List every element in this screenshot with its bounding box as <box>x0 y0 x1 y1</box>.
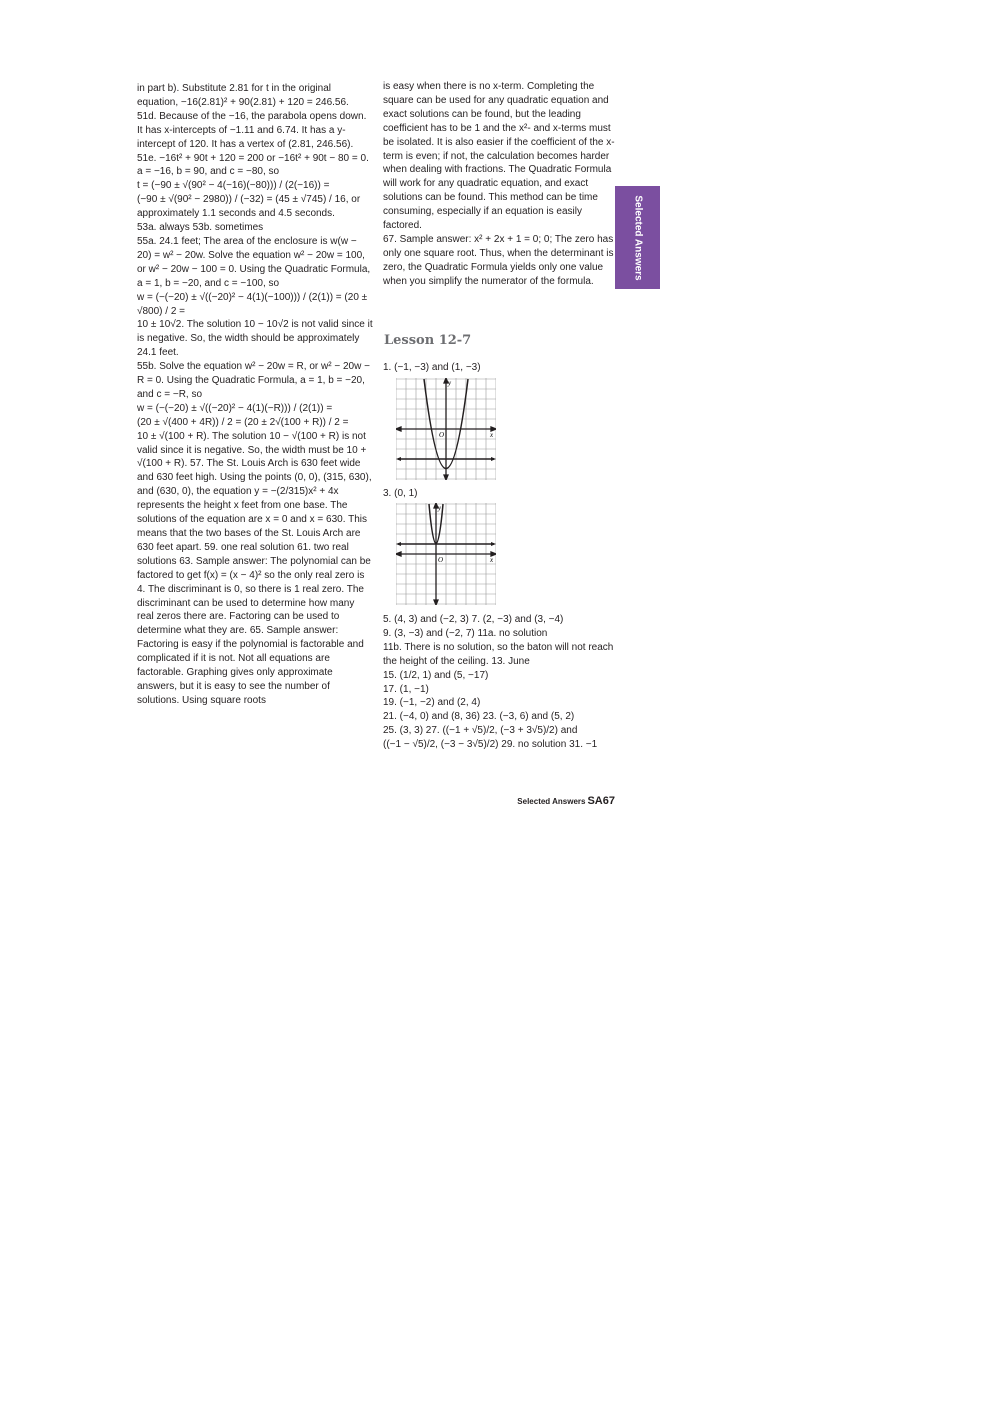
answer-3: 3. (0, 1) <box>383 488 418 499</box>
y-axis-label: y <box>438 504 442 512</box>
answer-line: 15. (1/2, 1) and (5, −17) <box>383 669 489 681</box>
paragraph: in part b). Substitute 2.81 for t in the original equation, −16(2.81)² + 90(2.81) + 120 = 246.56. <box>137 83 349 108</box>
paragraph: w = (−(−20) ± √((−20)² − 4(1)(−R))) / (2(1)) = <box>137 402 333 414</box>
left-column <box>137 82 373 708</box>
page-number: SA67 <box>587 795 615 807</box>
page-footer <box>517 795 615 807</box>
paragraph: w = (−(−20) ± √((−20)² − 4(1)(−100))) / (2(1)) = (20 ± √800) / 2 = <box>137 291 368 317</box>
paragraph: is easy when there is no x-term. Completing the square can be used for any quadratic equation and exact solutions can be found, but the leading coefficient has to be 1 and the x²- and x-terms must be isolated. It is also easier if the coefficient of the x-term is even; if not, the calculation becomes harder when dealing with fractions. The Quadratic Formula will work for any quadratic equation, and exact solutions can be found. This method can be time consuming, especially if an equation is easily factored. <box>383 81 615 232</box>
paragraph: 51e. −16t² + 90t + 120 = 200 or −16t² + 90t − 80 = 0. a = −16, b = 90, and c = −80, so <box>137 152 369 178</box>
section-tab-label: Selected Answers <box>632 194 643 281</box>
x-axis-label: x <box>490 431 494 439</box>
answer-line: 11b. There is no solution, so the baton will not reach the height of the ceiling. 13. June <box>383 641 614 667</box>
paragraph: (−90 ± √(90² − 2980)) / (−32) = (45 ± √745) / 16, or approximately 1.1 seconds and 4.5 seconds. <box>137 194 361 220</box>
answer-line: 21. (−4, 0) and (8, 36) 23. (−3, 6) and (5, 2) <box>383 711 575 723</box>
origin-label: O <box>439 431 445 439</box>
answer-line: 19. (−1, −2) and (2, 4) <box>383 697 481 709</box>
paragraph: (20 ± √(400 + 4R)) / 2 = (20 ± 2√(100 + R)) / 2 = <box>137 416 349 428</box>
right-column <box>383 80 615 289</box>
paragraph: 10 ± 10√2. The solution 10 − 10√2 is not valid since it is negative. So, the width should be approximately 24.1 feet. <box>137 319 373 359</box>
paragraph: 67. Sample answer: x² + 2x + 1 = 0; 0; The zero has only one square root. Thus, when the determinant is zero, the Quadratic Formula yields only one value when you simplify the numerator of the formula. <box>383 233 614 287</box>
footer-label: Selected Answers <box>517 797 586 806</box>
answer-1: 1. (−1, −3) and (1, −3) <box>383 362 481 373</box>
answer-line: ((−1 − √5)/2, (−3 − 3√5)/2) 29. no solution 31. −1 <box>383 739 598 751</box>
origin-label: O <box>438 556 444 564</box>
x-axis-label: x <box>490 556 494 564</box>
answers-list <box>383 613 615 752</box>
paragraph: 10 ± √(100 + R). The solution 10 − √(100 + R) is not valid since it is negative. So, the width must be 10 + √(100 + R). 57. The St. Louis Arch is 630 feet wide and 630 feet high. Using the points (0, 0), (315, 630), and (630, 0), the equation y = −(2/315)x² + 4x represents the height x feet from one base. The solutions of the equation are x = 0 and x = 630. This means that the two bases of the St. Louis Arch are 630 feet apart. 59. one real solution 61. two real solutions 63. Sample answer: The polynomial can be factored to get f(x) = (x − 4)² so the only real zero is 4. The discriminant is 0, so there is 1 real zero. The discriminant can be used to determine how many real zeros there are. Factoring can be used to determine what they are. 65. Sample answer: Factoring is easy if the polynomial is factorable and complicated if it is not. Not all equations are factorable. Graphing gives only approximate answers, but it is easy to see the number of solutions. Using square roots <box>137 430 372 706</box>
paragraph: t = (−90 ± √(90² − 4(−16)(−80))) / (2(−16)) = <box>137 180 330 192</box>
paragraph: 51d. Because of the −16, the parabola opens down. It has x-intercepts of −1.11 and 6.74. It has a y-intercept of 120. It has a vertex of (2.81, 246.56). <box>137 110 367 150</box>
graph-3 <box>396 503 496 605</box>
lesson-heading: Lesson 12-7 <box>384 333 472 348</box>
paragraph: 53a. always 53b. sometimes <box>137 222 264 234</box>
answer-line: 25. (3, 3) 27. ((−1 + √5)/2, (−3 + 3√5)/2) and <box>383 725 578 737</box>
answer-line: 5. (4, 3) and (−2, 3) 7. (2, −3) and (3, −4) <box>383 614 564 625</box>
paragraph: 55b. Solve the equation w² − 20w = R, or w² − 20w − R = 0. Using the Quadratic Formula, a = 1, b = −20, and c = −R, so <box>137 361 370 400</box>
y-axis-label: y <box>448 379 452 387</box>
section-tab <box>615 186 660 289</box>
answer-line: 17. (1, −1) <box>383 683 429 695</box>
graph-1 <box>396 378 496 480</box>
answer-line: 9. (3, −3) and (−2, 7) 11a. no solution <box>383 627 548 639</box>
paragraph: 55a. 24.1 feet; The area of the enclosure is w(w − 20) = w² − 20w. Solve the equation w² − 20w = 100, or w² − 20w − 100 = 0. Using the Quadratic Formula, a = 1, b = −20, and c = −100, so <box>137 235 371 289</box>
